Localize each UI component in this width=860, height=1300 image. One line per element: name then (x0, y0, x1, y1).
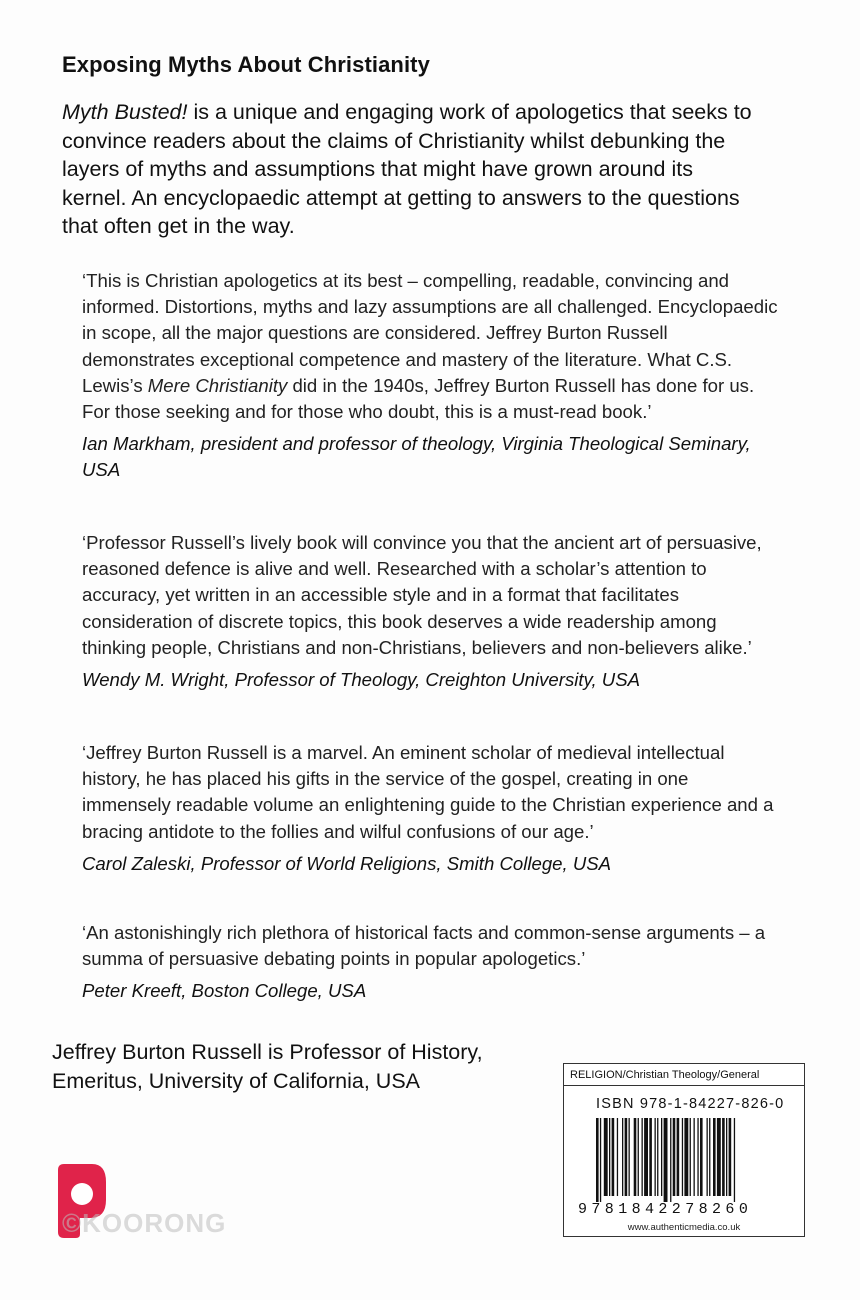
endorsement-author: Ian Markham, president and professor of theology, Virginia Theological Seminary, USA (82, 433, 751, 481)
endorsement (82, 920, 782, 1004)
endorsement-text-part: ‘This is Christian apologetics at its best – compelling, readable, convincing and informed. Distortions, myths and lazy assumptions are all challenged. Encyclopaedic in scope, all the major questions are considered. Jeffrey Burton Russell demonstrates exceptional competence and mastery of the literature. What C.S. Lewis’s (82, 270, 778, 396)
isbn-label: ISBN 978-1-84227-826-0 (596, 1096, 785, 1112)
endorsement-author: Wendy M. Wright, Professor of Theology, Creighton University, USA (82, 669, 641, 691)
endorsement-text (82, 920, 782, 972)
endorsement-text (82, 268, 782, 425)
endorsement-text (82, 530, 782, 661)
endorsement-text-part: ‘Jeffrey Burton Russell is a marvel. An eminent scholar of medieval intellectual history, he has placed his gifts in the service of the gospel, creating in one immensely readable volume an enlightening guide to the Christian experience and a bracing antidote to the follies and wilful confusions of our age.’ (82, 742, 774, 842)
watermark: ©KOORONG (62, 1208, 227, 1238)
barcode-icon (594, 1118, 784, 1202)
endorsement-text (82, 740, 782, 845)
endorsement (82, 530, 782, 693)
endorsement (82, 740, 782, 877)
endorsement-italic-title: Mere Christianity (147, 374, 288, 396)
barcode-digits: 9781842278260 (578, 1201, 753, 1218)
publisher-website: www.authenticmedia.co.uk (627, 1222, 741, 1233)
endorsement-text-part: did in the 1940s, Jeffrey Burton Russell has done for us. For those seeking and for those who doubt, this is a must-read book.’ (82, 374, 755, 423)
blurb-text: is a unique and engaging work of apologetics that seeks to convince readers about the claims of Christianity whilst debunking the layers of myths and assumptions that might have grown around its kernel. An encyclopaedic attempt at getting to answers to the questions that often get in the way. (62, 100, 752, 239)
cover-heading: Exposing Myths About Christianity (62, 52, 430, 77)
author-bio: Jeffrey Burton Russell is Professor of History, Emeritus, University of California, USA (52, 1040, 483, 1093)
endorsement (82, 268, 782, 483)
endorsement-text-part: ‘An astonishingly rich plethora of historical facts and common-sense arguments – a summa of persuasive debating points in popular apologetics.’ (82, 922, 766, 970)
endorsement-author: Peter Kreeft, Boston College, USA (82, 980, 367, 1002)
endorsement-author: Carol Zaleski, Professor of World Religions, Smith College, USA (82, 852, 612, 874)
book-title-italic: Myth Busted! (62, 100, 188, 124)
book-blurb (62, 98, 762, 241)
endorsement-text-part: ‘Professor Russell’s lively book will convince you that the ancient art of persuasive, reasoned defence is alive and well. Researched with a scholar’s attention to accuracy, yet written in an accessible style and in a format that facilitates consideration of discrete topics, this book deserves a wide readership among thinking people, Christians and non-Christians, believers and non-believers alike.’ (82, 532, 762, 658)
barcode-panel (563, 1063, 805, 1237)
category-label: RELIGION/Christian Theology/General (564, 1064, 804, 1086)
